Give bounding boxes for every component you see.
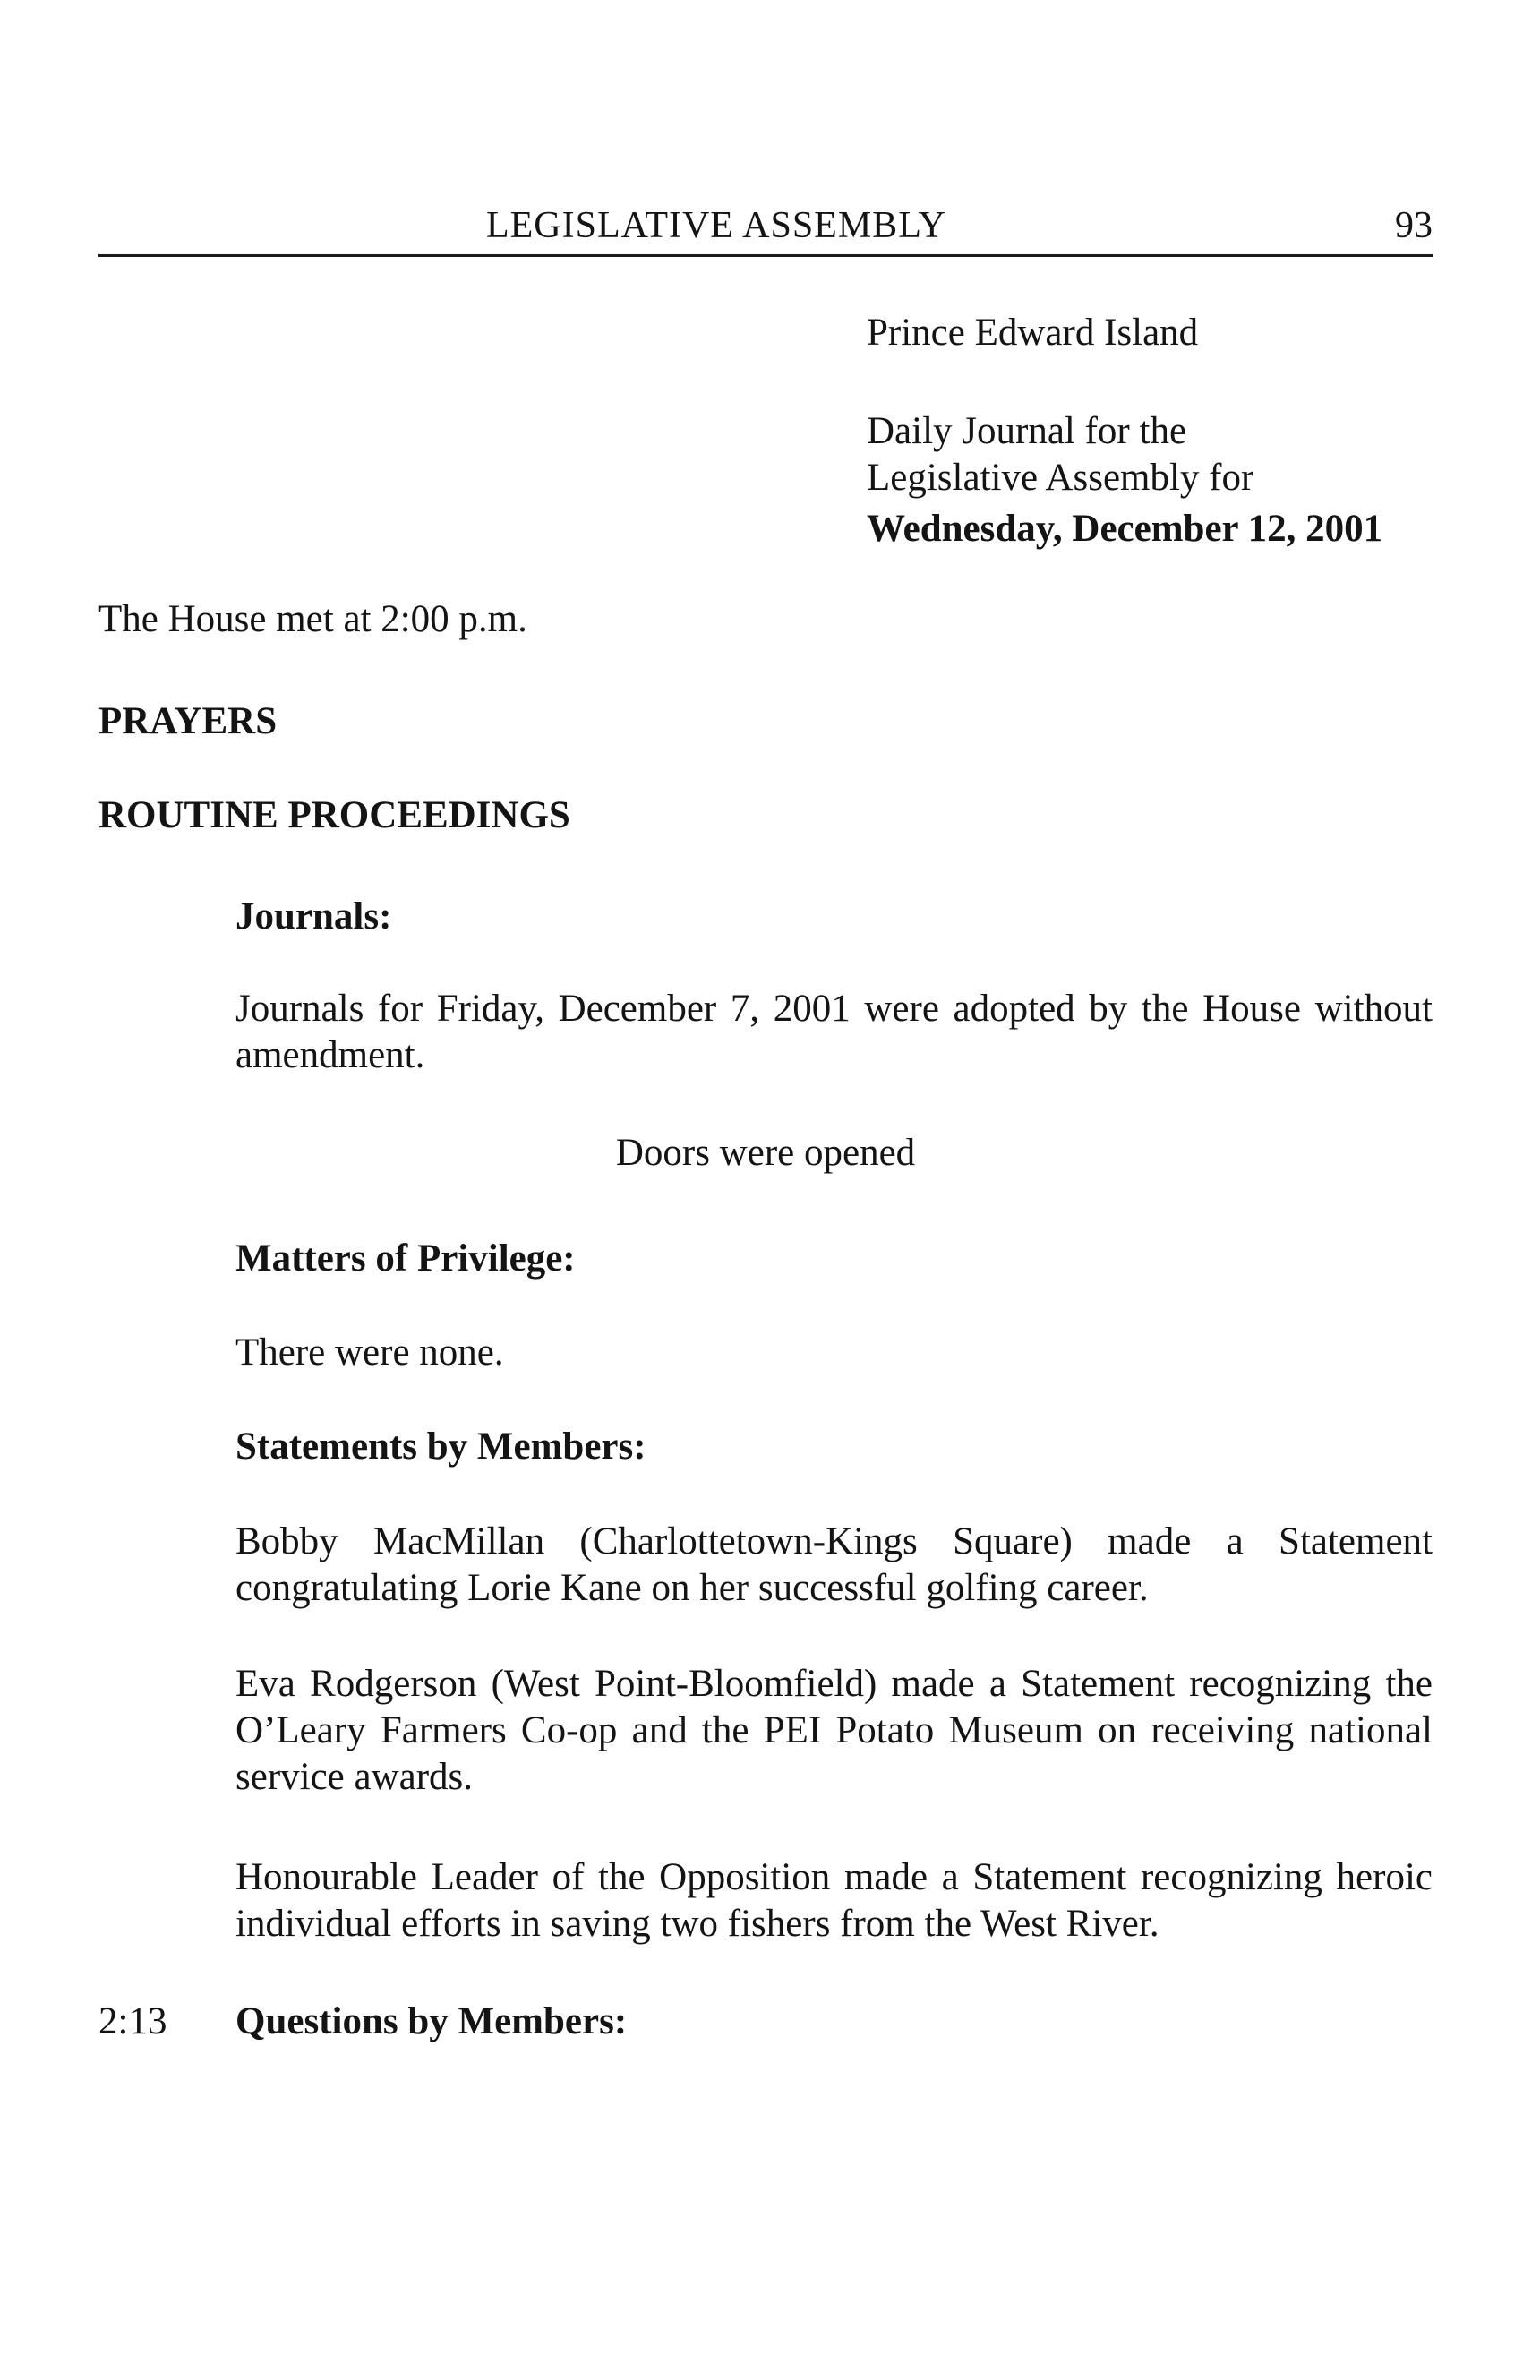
statement-item: Bobby MacMillan (Charlottetown-Kings Square) made a Statement congratulating Lorie Kane on her successful golfing career.	[235, 1520, 1433, 1609]
statements-heading: Statements by Members:	[235, 1425, 646, 1468]
journals-text: Journals for Friday, December 7, 2001 were adopted by the House without amendment.	[235, 988, 1433, 1076]
statement-item: Honourable Leader of the Opposition made a Statement recognizing heroic individual efforts in saving two fishers from the West River.	[235, 1856, 1433, 1945]
page-number: 93	[1395, 205, 1433, 246]
doors-opened-note: Doors were opened	[615, 1132, 916, 1174]
questions-time: 2:13	[98, 2000, 167, 2042]
header-rule	[98, 254, 1433, 257]
statement-item: Eva Rodgerson (West Point-Bloomfield) made a Statement recognizing the O’Leary Farmers Co-op and the PEI Potato Museum on receiving national service awards.	[235, 1663, 1433, 1798]
journal-line-1: Daily Journal for the	[867, 410, 1187, 452]
house-met-text: The House met at 2:00 p.m.	[98, 598, 527, 640]
journal-date: Wednesday, December 12, 2001	[867, 508, 1383, 550]
province-name: Prince Edward Island	[867, 312, 1199, 354]
privilege-heading: Matters of Privilege:	[235, 1237, 576, 1280]
questions-heading: Questions by Members:	[235, 2000, 628, 2042]
privilege-text: There were none.	[235, 1331, 504, 1374]
journal-line-2: Legislative Assembly for	[867, 457, 1254, 499]
prayers-heading: PRAYERS	[98, 700, 278, 742]
routine-proceedings-heading: ROUTINE PROCEEDINGS	[98, 794, 570, 836]
running-header-title: LEGISLATIVE ASSEMBLY	[486, 205, 946, 246]
journals-heading: Journals:	[235, 895, 392, 937]
